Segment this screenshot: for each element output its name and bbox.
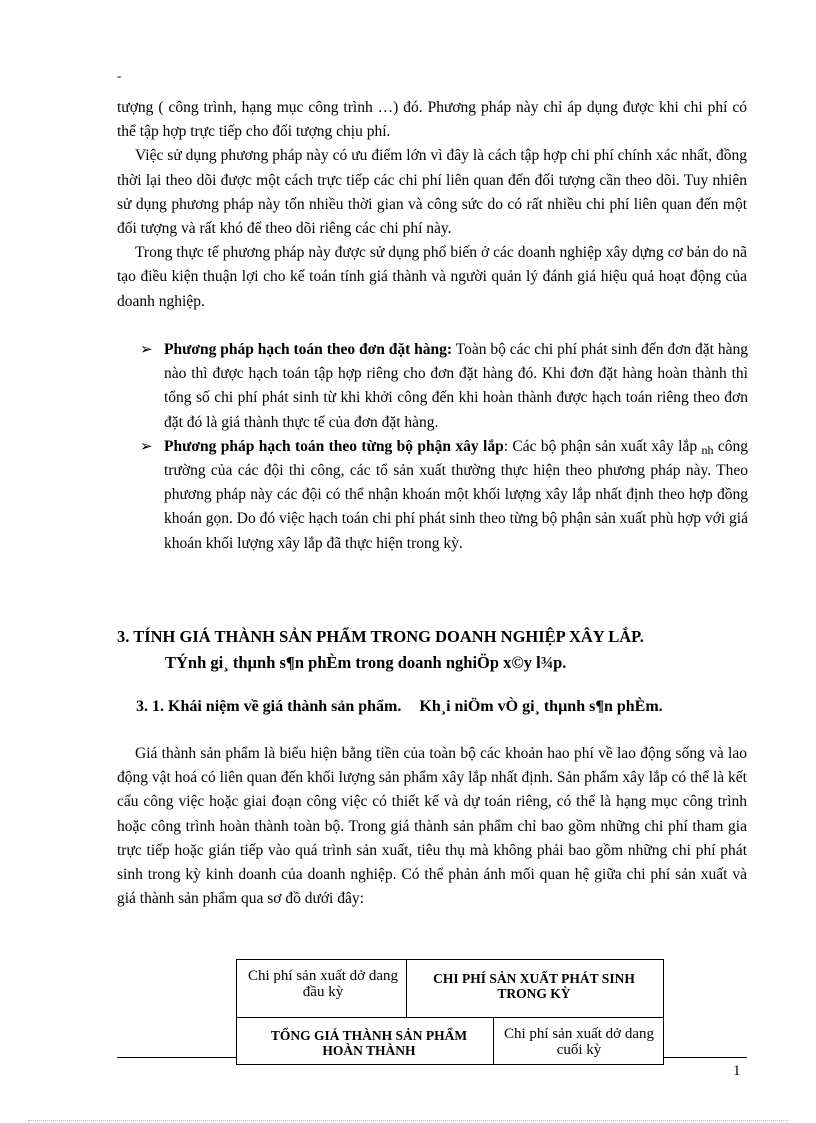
section-heading-line1: 3. TÍNH GIÁ THÀNH SẢN PHẨM TRONG DOANH NGHIỆP XÂY LẮP. — [117, 627, 644, 646]
footer-rule-right — [664, 1057, 747, 1058]
footer-rule-left — [117, 1057, 236, 1058]
subsection-heading-3-1 — [136, 698, 663, 716]
diagram-cell-period-costs: CHI PHÍ SẢN XUẤT PHÁT SINH TRONG KỲ — [433, 971, 635, 1001]
arrow-bullet-icon: ➢ — [140, 342, 153, 358]
diagram-divider-bottom — [493, 1017, 494, 1064]
bullet-item-order-method — [140, 338, 748, 435]
page-bottom-border — [28, 1120, 788, 1121]
subsection-heading-main: 3. 1. Khái niệm về giá thành sản phẩm. — [136, 698, 402, 715]
bullet-list — [140, 338, 748, 556]
bullet-item-department-method — [140, 435, 748, 556]
bullet-title: Phương pháp hạch toán theo đơn đặt hàng: — [164, 341, 453, 358]
diagram-cell-closing-wip: Chi phí sản xuất dở dang cuối kỳ — [504, 1026, 654, 1058]
section-heading-3 — [117, 624, 757, 676]
paragraph-continuation: tượng ( công trình, hạng mục công trình …) đó. Phương pháp này chỉ áp dụng được khi chi phí có thể tập hợp trực tiếp cho đối tượng chịu phí. — [117, 99, 747, 141]
bullet-text: : Các bộ phận sản xuất xây lắp — [503, 437, 702, 455]
stray-dash: - — [117, 68, 122, 83]
bullet-title: Phương pháp hạch toán theo từng bộ phận xây lắp — [164, 437, 504, 455]
bullet-subscript: nh — [701, 442, 714, 457]
paragraph-advantages: Việc sử dụng phương pháp này có ưu điểm lớn vì đây là cách tập hợp chi phí chính xác nhất, đồng thời lại theo dõi được một cách trực tiếp các chi phí liên quan đến đối tượng cần theo dõi. Tuy nhiên sử dụng phương pháp này tốn nhiều thời gian và công sức do có rất nhiều chi phí liên quan đến một đối tượng và rất khó để theo dõi riêng các chi phí này. — [117, 147, 747, 238]
diagram-divider-horizontal — [237, 1017, 663, 1018]
bullet-text-continued: công trường của các đội thi công, các tổ sản xuất thường thực hiện theo phương pháp này. Theo phương pháp này các đội có thể nhận khoán một khối lượng xây lắp nhất định theo hợp đồng khoán gọn. Do đó việc hạch toán chi phí phát sinh theo từng bộ phận sản xuất phù hợp với giá khoán khối lượng xây lắp đã thực hiện trong kỳ. — [164, 437, 748, 552]
cost-relationship-diagram — [236, 959, 664, 1065]
bullet-text: Toàn bộ các chi phí phát sinh đến đơn đặt hàng nào thì được hạch toán tập hợp riêng cho đơn đặt hàng đó. Khi đơn đặt hàng hoàn thành thì tổng số chi phí phát sinh từ khi khởi công đến khi hoàn thành được hạch toán riêng theo đơn đặt đó là giá thành thực tế của đơn đặt hàng. — [164, 341, 748, 431]
diagram-cell-total-cost: TỔNG GIÁ THÀNH SẢN PHẨM HOÀN THÀNH — [270, 1028, 468, 1058]
body-text-top — [117, 96, 747, 314]
diagram-cell-opening-wip: Chi phí sản xuất dở dang đầu kỳ — [248, 968, 398, 1000]
subsection-heading-alt: Kh¸i niÖm vÒ gi¸ thµnh s¶n phÈm. — [419, 698, 663, 715]
diagram-divider-top — [406, 960, 407, 1017]
section-heading-line2: TÝnh gi¸ thµnh s¶n phÈm trong doanh nghiÖp x©y l¾p. — [165, 653, 567, 672]
page-number: 1 — [733, 1063, 741, 1079]
paragraph-definition: Giá thành sản phẩm là biểu hiện bằng tiền của toàn bộ các khoản hao phí về lao động sống và lao động vật hoá có liên quan đến khối lượng sản phẩm xây lắp nhất định. Sản phẩm xây lắp có thể là kết cấu công việc hoặc giai đoạn công việc có thiết kế và dự toán riêng, có thể là hạng mục công trình hoặc công trình hoàn thành toàn bộ. Trong giá thành sản phẩm chỉ bao gồm những chi phí tham gia trực tiếp hoặc gián tiếp vào quá trình sản xuất, tiêu thụ mà không phải bao gồm những chi phí phát sinh trong kỳ kinh doanh của doanh nghiệp. Có thể phản ánh mối quan hệ giữa chi phí sản xuất và giá thành sản phẩm qua sơ đồ dưới đây: — [117, 745, 747, 908]
arrow-bullet-icon: ➢ — [140, 438, 153, 455]
body-text-definition — [117, 742, 747, 911]
paragraph-practice: Trong thực tế phương pháp này được sử dụng phổ biến ở các doanh nghiệp xây dựng cơ bản do nã tạo điều kiện thuận lợi cho kế toán tính giá thành và người quản lý đánh giá hiệu quả hoạt động của doanh nghiệp. — [117, 244, 747, 310]
